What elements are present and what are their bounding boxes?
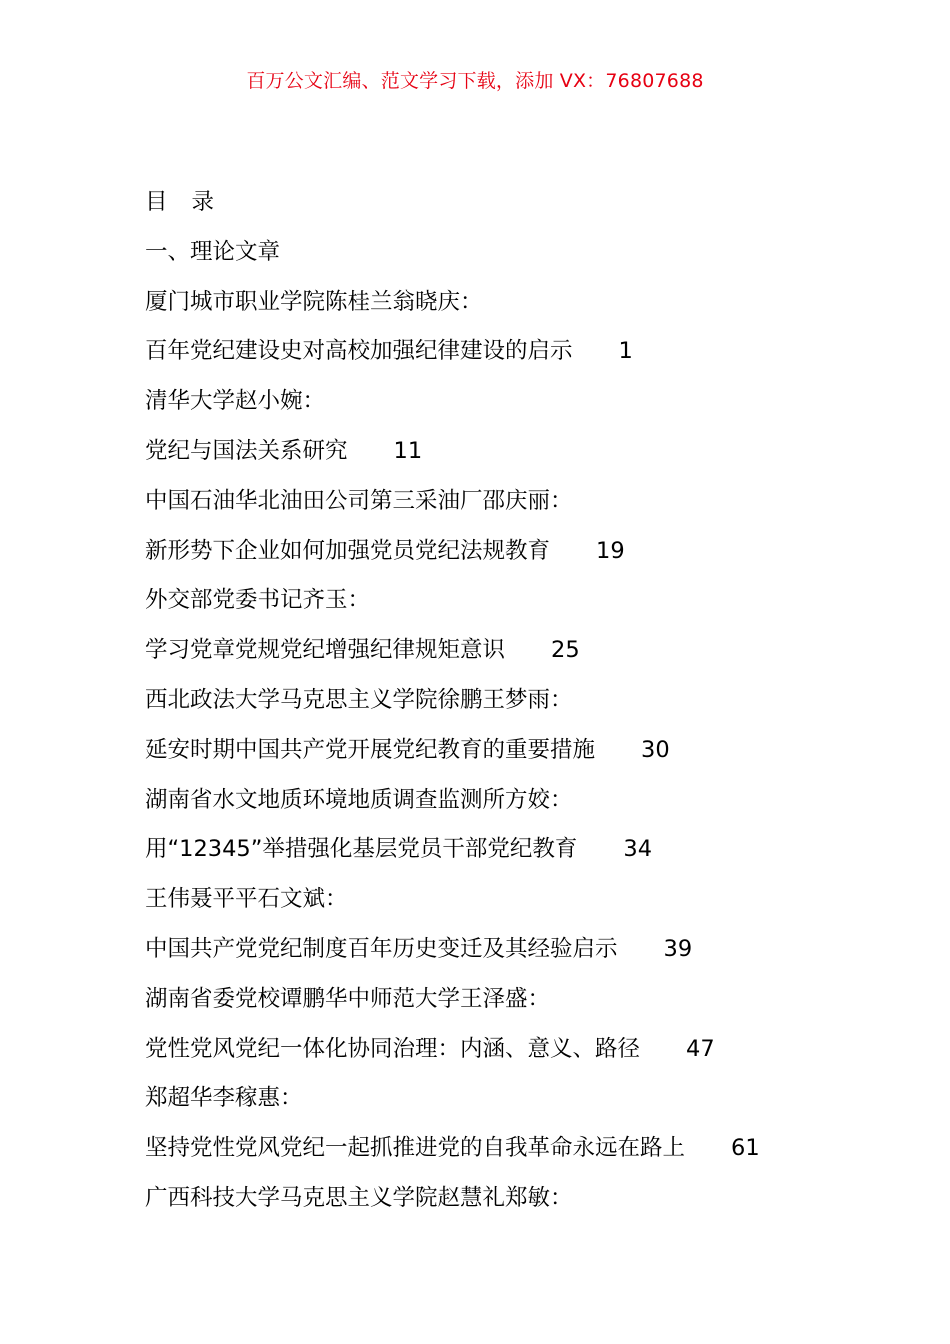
section-heading: 一、理论文章 xyxy=(145,238,281,265)
toc-author: 外交部党委书记齐玉： xyxy=(145,587,371,614)
toc-entry-title: 学习党章党规党纪增强纪律规矩意识 xyxy=(145,637,506,664)
toc-entry[interactable] xyxy=(145,1124,905,1174)
toc-author: 湖南省水文地质环境地质调查监测所方姣： xyxy=(145,786,573,813)
toc-entry[interactable] xyxy=(145,1025,905,1075)
toc-title xyxy=(145,178,905,228)
toc-entry-title: 党纪与国法关系研究 xyxy=(145,437,348,464)
toc-entry[interactable] xyxy=(145,527,905,577)
toc-author: 王伟聂平平石文斌： xyxy=(145,886,348,913)
toc-page-number: 30 xyxy=(641,736,670,763)
toc-title-char: 目 xyxy=(145,189,168,215)
toc-entry[interactable] xyxy=(145,626,905,676)
toc-page-number: 1 xyxy=(618,338,633,365)
toc-author: 郑超华李稼惠： xyxy=(145,1085,303,1112)
toc-entry[interactable] xyxy=(145,427,905,477)
toc-entry-title: 用“12345”举措强化基层党员干部党纪教育 xyxy=(145,836,578,863)
toc-author: 厦门城市职业学院陈桂兰翁晓庆： xyxy=(145,288,483,315)
toc-author: 西北政法大学马克思主义学院徐鹏王梦雨： xyxy=(145,686,573,713)
toc-entry-title: 中国共产党党纪制度百年历史变迁及其经验启示 xyxy=(145,935,618,962)
toc-entry-title: 延安时期中国共产党开展党纪教育的重要措施 xyxy=(145,736,596,763)
toc-author: 湖南省委党校谭鹏华中师范大学王泽盛： xyxy=(145,985,551,1012)
toc-page-number: 47 xyxy=(686,1035,715,1062)
toc-author: 清华大学赵小婉： xyxy=(145,388,326,415)
toc-page-number: 61 xyxy=(731,1135,760,1162)
toc-page-number: 25 xyxy=(551,637,580,664)
toc-entry-title: 新形势下企业如何加强党员党纪法规教育 xyxy=(145,537,551,564)
toc-entry[interactable] xyxy=(145,925,905,975)
table-of-contents xyxy=(145,178,905,1224)
toc-author: 广西科技大学马克思主义学院赵慧礼郑敏： xyxy=(145,1184,573,1211)
toc-entry[interactable] xyxy=(145,825,905,875)
toc-author: 中国石油华北油田公司第三采油厂邵庆丽： xyxy=(145,487,573,514)
toc-entry[interactable] xyxy=(145,327,905,377)
toc-page-number: 19 xyxy=(596,537,625,564)
toc-entry-title: 党性党风党纪一体化协同治理：内涵、意义、路径 xyxy=(145,1035,641,1062)
header-note: 百万公文汇编、范文学习下载，添加 VX：76807688 xyxy=(246,70,704,92)
toc-entry-title: 百年党纪建设史对高校加强纪律建设的启示 xyxy=(145,338,573,365)
toc-entry[interactable] xyxy=(145,726,905,776)
toc-title-char: 录 xyxy=(191,189,215,215)
toc-page-number: 34 xyxy=(623,836,653,863)
toc-entry-title: 坚持党性党风党纪一起抓推进党的自我革命永远在路上 xyxy=(145,1135,686,1162)
toc-page-number: 39 xyxy=(663,935,693,962)
toc-page-number: 11 xyxy=(393,437,423,464)
